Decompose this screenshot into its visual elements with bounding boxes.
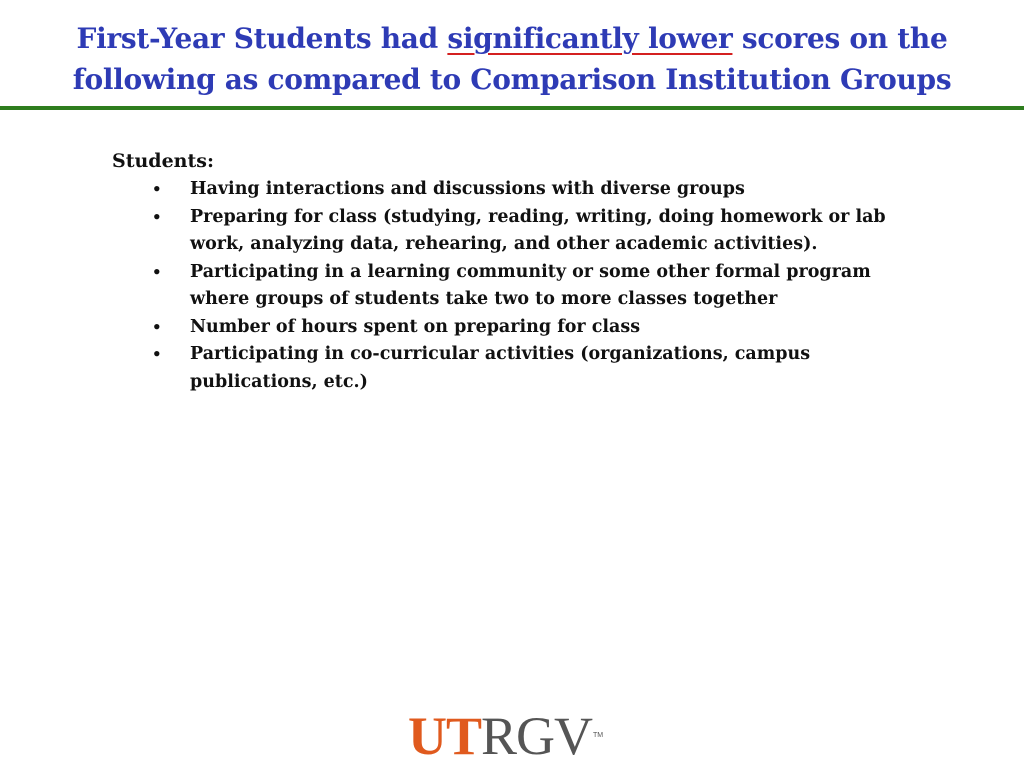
section-heading: Students: — [112, 150, 214, 172]
title-divider — [0, 106, 1024, 110]
utrgv-logo — [408, 708, 603, 764]
list-item-text: Having interactions and discussions with diverse groups — [190, 179, 745, 199]
list-item — [112, 314, 942, 342]
content-area — [112, 146, 942, 396]
list-item-text: Preparing for class (studying, reading, writing, doing homework or lab — [190, 206, 886, 227]
bullet-icon: • — [152, 345, 162, 363]
bullet-icon: • — [152, 317, 162, 336]
bullet-list — [112, 176, 942, 396]
list-item-text: Participating in co-curricular activities (organizations, campus — [190, 344, 811, 364]
logo-trademark: TM — [593, 732, 604, 739]
title-highlight: significantly lower — [447, 22, 733, 55]
list-item — [112, 176, 942, 204]
title-text-after: scores on the — [732, 22, 948, 55]
logo-rgv: RGV — [481, 706, 593, 766]
list-item — [112, 259, 942, 314]
slide-title — [20, 18, 1004, 100]
logo-ut: UT — [408, 706, 482, 766]
bullet-icon: • — [152, 207, 162, 226]
title-line-1 — [20, 18, 1004, 59]
bullet-icon: • — [152, 262, 162, 281]
list-item-text-continued: where groups of students take two to more classes together — [190, 289, 778, 309]
title-text-before: First-Year Students had — [76, 22, 448, 55]
title-line-2: following as compared to Comparison Institution Groups — [72, 63, 952, 96]
bullet-icon: • — [152, 180, 162, 198]
list-item — [112, 341, 942, 396]
list-item-text: Number of hours spent on preparing for class — [190, 316, 641, 337]
list-item-text-continued: work, analyzing data, rehearing, and other academic activities). — [190, 234, 818, 254]
list-item — [112, 204, 942, 259]
list-item-text-continued: publications, etc.) — [190, 371, 368, 392]
list-item-text: Participating in a learning community or some other formal program — [190, 261, 871, 282]
